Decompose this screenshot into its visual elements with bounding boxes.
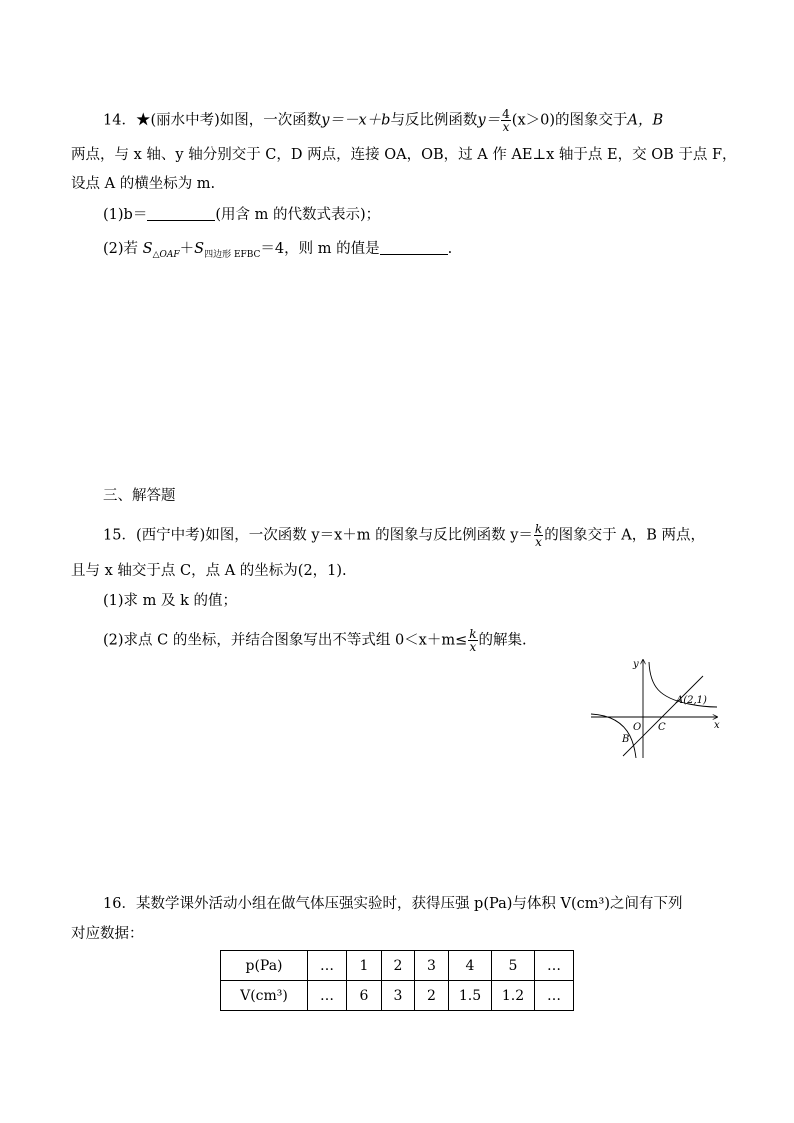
point-b-label: B [622,734,630,745]
q14-part1 [103,205,380,225]
q14-part2-end: . [447,241,453,257]
table-row [221,981,574,1011]
q14-line3: 设点 A 的横坐标为 m. [71,176,216,192]
section-title: 三、解答题 [103,488,176,504]
x-axis-label: x [714,720,720,731]
q14-part1-note: (用含 m 的代数式表示)； [215,207,381,223]
table-cell: 6 [347,981,382,1011]
q14-text-3: 的图象交于 [555,112,628,129]
table-cell: 1 [347,951,382,981]
q15-part2-text: (2)求点 C 的坐标，并结合图象写出不等式组 0＜x＋m≤ [103,632,468,649]
q14-text-2: 与反比例函数 [390,112,478,129]
q14-part1-label: (1)b＝ [103,207,148,223]
q14-line1 [103,108,663,133]
q15-part1: (1)求 m 及 k 的值； [103,593,238,609]
q15-line1 [103,523,705,548]
y-axis-label: y [633,659,639,670]
area-symbol-1: S [142,241,153,257]
q14-part2-label: (2)若 [103,241,139,257]
q14-part2-text: ＝4，则 m 的值是 [260,241,380,257]
q14-func1: y＝－x＋b [321,112,391,129]
q15-part2 [103,628,527,653]
q15-frac-den: x [535,535,542,549]
area-subscript-2: 四边形 EFBC [204,249,261,260]
table-cell: 4 [449,951,492,981]
plus-sign: ＋ [179,241,195,257]
area-symbol-2: S [194,241,205,257]
table-cell: 2 [382,951,415,981]
table-cell: 5 [492,951,535,981]
function-graph [589,656,729,760]
q14-frac-den: x [502,120,510,134]
q15-frac2-den: x [469,640,477,654]
table-cell: … [308,981,347,1011]
q15-line2: 且与 x 轴交于点 C，点 A 的坐标为(2，1). [71,563,347,579]
q15-frac2-num: k [469,627,477,641]
point-c-label: C [658,722,666,733]
point-a-label: A(2,1) [676,695,707,706]
q14-text-1: 如图，一次函数 [219,112,322,129]
table-cell: … [535,951,574,981]
table-cell: … [308,951,347,981]
q14-source: (丽水中考) [150,112,220,129]
q14-frac-num: 4 [502,107,510,121]
q14-number: 14．★ [103,112,151,129]
q15-frac-num: k [534,522,543,536]
pressure-volume-table [220,950,574,1011]
q16-line2: 对应数据： [71,926,144,942]
table-cell: 1.5 [449,981,492,1011]
q15-text-1: 15．(西宁中考)如图，一次函数 y＝x＋m 的图象与反比例函数 y＝ [103,527,533,544]
table-cell: 3 [415,951,449,981]
origin-label: O [633,722,642,733]
table-row [221,951,574,981]
table-cell: p(Pa) [221,951,308,981]
answer-blank-1[interactable] [147,206,215,221]
q15-fraction [534,523,543,548]
q16-line1: 16．某数学课外活动小组在做气体压强实验时，获得压强 p(Pa)与体积 V(cm³)之间有下列 [103,896,683,912]
table-cell: 3 [382,981,415,1011]
area-subscript-1: △OAF [152,249,180,260]
table-cell: 1.2 [492,981,535,1011]
answer-blank-2[interactable] [380,240,448,255]
q14-line2: 两点，与 x 轴、y 轴分别交于 C，D 两点，连接 OA，OB，过 A 作 AE⊥x 轴于点 E，交 OB 于点 F， [71,147,737,163]
q14-fraction [501,108,511,133]
q14-points-ab: A，B [627,112,664,129]
table-cell: … [535,981,574,1011]
table-cell: V(cm³) [221,981,308,1011]
table-cell: 2 [415,981,449,1011]
q15-part2-end: 的解集. [478,632,527,649]
q14-func2-lhs: y＝ [477,112,501,129]
q15-text-2: 的图象交于 A，B 两点， [544,527,706,544]
q15-fraction-2 [468,628,477,653]
linear-function-line [623,676,703,756]
q14-part2 [103,239,452,265]
q14-domain: (x＞0) [511,112,555,129]
